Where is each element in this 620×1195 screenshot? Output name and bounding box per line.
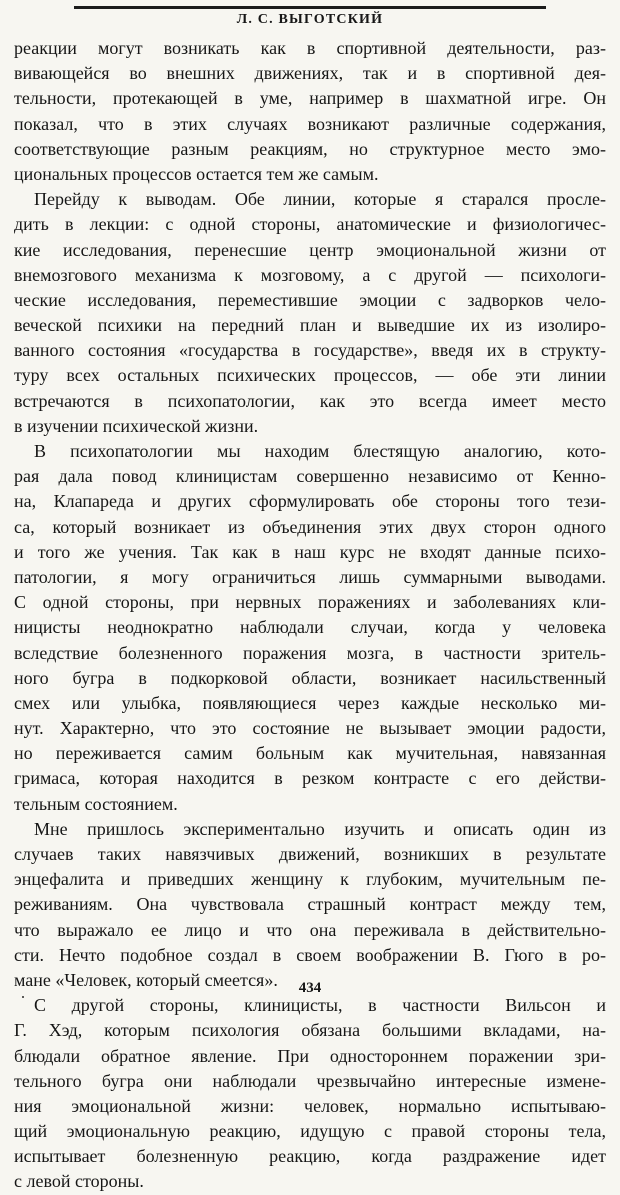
text-line: испытывает болезненную реакцию, когда раздражение идет <box>14 1146 606 1167</box>
paragraph <box>14 439 606 817</box>
body-text <box>14 36 606 1195</box>
text-line: Мне пришлось экспериментально изучить и описать один из <box>34 818 606 839</box>
text-line: ческие исследования, переместившие эмоции с задворков чело- <box>14 289 606 310</box>
text-line: са, который возникает из объединения этих двух сторон одного <box>14 516 606 537</box>
text-line: соответствующие разным реакциям, но структурное место эмо- <box>14 138 606 159</box>
text-line: с левой стороны. <box>14 1171 144 1192</box>
text-line: веческой психики на передний план и выведшие их из изолиро- <box>14 315 606 336</box>
text-line: дить в лекции: с одной стороны, анатомические и физиологичес- <box>14 214 606 235</box>
text-line: ного бугра в подкорковой области, возникает насильственный <box>14 667 606 688</box>
text-line: С одной стороны, при нервных поражениях и заболеваниях кли- <box>14 592 606 613</box>
text-line: внемозгового механизма к мозговому, а с другой — психологи- <box>14 264 606 285</box>
text-line: и того же учения. Так как в наш курс не входят данные психо- <box>14 541 606 562</box>
text-line: случаев таких навязчивых движений, возникших в результате <box>14 844 606 864</box>
text-line: Г. Хэд, которым психология обязана большими вкладами, на- <box>14 1020 606 1041</box>
paragraph <box>14 817 606 993</box>
text-line: показал, что в этих случаях возникают различные содержания, <box>14 113 606 134</box>
running-head: Л. С. ВЫГОТСКИЙ <box>236 12 384 27</box>
text-line: щий эмоциональную реакцию, идущую с правой стороны тела, <box>14 1121 606 1142</box>
text-line: вследствие болезненного поражения мозга, в частности зритель- <box>14 642 606 663</box>
text-line: встречаются в психопатологии, как это всегда имеет место <box>14 390 606 411</box>
text-line: смех или улыбка, появляющиеся через каждые несколько ми- <box>14 692 606 713</box>
text-line: вивающейся во внешних движениях, так и в спортивной дея- <box>14 63 606 84</box>
text-line: циональных процессов остается тем же самым. <box>14 163 379 184</box>
text-line: тельного бугра они наблюдали чрезвычайно интересные измене- <box>14 1070 606 1091</box>
text-line: блюдали обратное явление. При одностороннем поражении зри- <box>14 1045 606 1066</box>
text-line: ницисты неоднократно наблюдали случаи, когда у человека <box>14 617 606 638</box>
text-line: реживаниям. Она чувствовала страшный контраст между тем, <box>14 894 606 915</box>
text-line: реакции могут возникать как в спортивной деятельности, раз- <box>14 38 606 58</box>
text-line: ния эмоциональной жизни: человек, нормально испытываю- <box>14 1095 606 1116</box>
text-line: энцефалита и приведших женщину к глубоким, мучительным пе- <box>14 869 606 890</box>
text-line: туру всех остальных психических процессов, — обе эти линии <box>14 365 606 386</box>
text-line: Перейду к выводам. Обе линии, которые я старался просле- <box>34 189 606 210</box>
text-line: В психопатологии мы находим блестящую аналогию, кото- <box>34 441 606 461</box>
text-line: рая дала повод клиницистам совершенно независимо от Кенно- <box>14 466 606 487</box>
text-line: патологии, я могу ограничиться лишь суммарными выводами. <box>14 566 606 587</box>
text-line: мане «Человек, который смеется». <box>14 969 278 990</box>
text-line: С другой стороны, клиницисты, в частности Вильсон и <box>34 995 606 1016</box>
paragraph <box>14 36 606 187</box>
paragraph <box>14 187 606 439</box>
paragraph <box>14 993 606 1195</box>
text-line: тельности, протекающей в уме, например в шахматной игре. Он <box>14 88 606 109</box>
text-line: ванного состояния «государства в государстве», введя их в структу- <box>14 340 606 361</box>
text-line: тельным состоянием. <box>14 793 178 814</box>
page-number: 434 <box>298 980 322 996</box>
text-line: гримаса, которая находится в резком контрасте с его действи- <box>14 768 606 789</box>
text-line: кие исследования, перенесшие центр эмоциональной жизни от <box>14 239 606 260</box>
text-line: нут. Характерно, что это состояние не вызывает эмоции радости, <box>14 718 606 739</box>
text-line: в изучении психической жизни. <box>14 415 259 436</box>
text-line: на, Клапареда и других сформулировать обе стороны того тези- <box>14 491 606 512</box>
print-speck <box>22 996 24 998</box>
header-rule <box>74 6 546 9</box>
text-line: что выражало ее лицо и что она переживала в действительно- <box>14 919 606 940</box>
text-line: сти. Нечто подобное создал в своем воображении В. Гюго в ро- <box>14 944 606 965</box>
text-line: но переживается самим больным как мучительная, навязанная <box>14 743 606 764</box>
